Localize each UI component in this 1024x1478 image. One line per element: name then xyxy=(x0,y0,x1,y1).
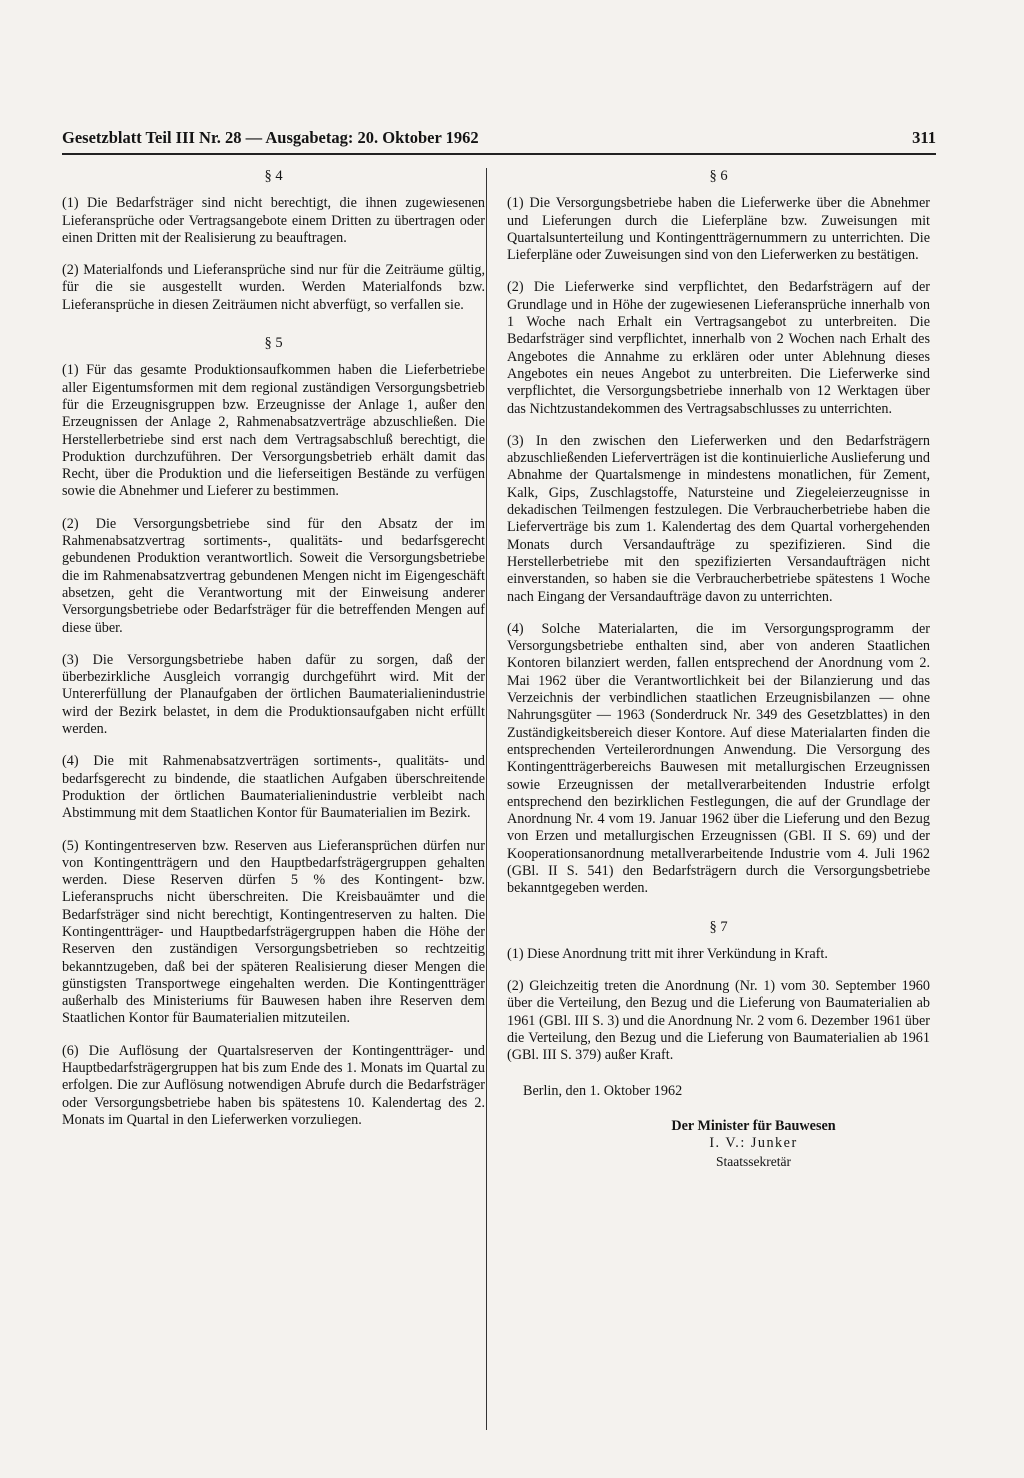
section-heading-7: § 7 xyxy=(709,918,728,935)
paragraph-5-1: (1) Für das gesamte Produktionsaufkommen haben die Lieferbetriebe aller Eigentumsformen mit dem regional zuständigen Versorgungsbetrieb für die Erzeugnisgruppen bzw. Erzeugnisse der Anlage 1, außer den Erzeugnissen der Anlage 2, Rahmenabsatzverträge abzuschließen. Die Herstellerbetriebe sind erst nach dem Vertragsabschluß berechtigt, die Produktion durchzuführen. Der Versorgungsbetrieb erhält damit das Recht, über die Produktion und die lieferseitigen Bestände zu verfügen sowie die Abnehmer und Lieferer zu bestimmen. xyxy=(62,362,485,500)
paragraph-5-2: (2) Die Versorgungsbetriebe sind für den Absatz der im Rahmenabsatzvertrag sortiments-, qualitäts- und bedarfsgerecht gebundenen Produktion verantwortlich. Soweit die Versorgungsbetriebe die im Rahmenabsatzvertrag gebundenen Mengen nicht im Eigengeschäft absetzen, geht die Verantwortung mit der Einweisung anderer Versorgungsbetriebe oder Bedarfsträger für die betreffenden Mengen auf diese über. xyxy=(62,515,485,636)
paragraph-5-4: (4) Die mit Rahmenabsatzverträgen sortiments-, qualitäts- und bedarfsgerecht zu bindende, die staatlichen Aufgaben überschreitende Produktion der örtlichen Baumaterialienindustrie verbleibt nach Abstimmung mit dem Staatlichen Kontor für Baumaterialien im Bezirk. xyxy=(62,753,485,822)
signature-title: Staatssekretär xyxy=(716,1153,791,1169)
paragraph-5-5: (5) Kontingentreserven bzw. Reserven aus Lieferansprüchen dürfen nur von Kontingentträgern und den Hauptbedarfsträgergruppen gehalten werden. Diese Reserven dürfen 5 % des Kontingent- bzw. Lieferanspruchs nicht überschreiten. Die Kreisbauämter und die Bedarfsträger sind nicht berechtigt, Kontingentreserven zu halten. Die Kontingentträger- und Hauptbedarfsträgergruppen haben die Höhe der Reserven den zuständigen Versorgungsbetrieben so rechtzeitig bekanntzugeben, daß bei der späteren Realisierung dieser Mengen die günstigsten Transportwege eingehalten werden. Die Kontingentträger außerhalb des Ministeriums für Bauwesen haben ihre Reserven dem Staatlichen Kontor für Baumaterialien mitzuteilen. xyxy=(62,837,485,1027)
paragraph-5-6: (6) Die Auflösung der Quartalsreserven der Kontingentträger- und Hauptbedarfsträgergruppen hat bis zum Ende des 1. Monats im Quartal zu erfolgen. Die zur Auflösung notwendigen Abrufe durch die Bedarfsträger oder Versorgungsbetriebe haben bis spätestens 10. Kalendertag des 2. Monats im Quartal in den Lieferwerken vorzuliegen. xyxy=(62,1042,485,1128)
paragraph-6-3: (3) In den zwischen den Lieferwerken und den Bedarfsträgern abzuschließenden Lieferverträgen ist die kontinuierliche Auslieferung und Abnahme der Quartalsmenge in mindestens monatlichen, für Zement, Kalk, Gips, Zuschlagstoffe, Natursteine und Ziegeleierzeugnisse in dekadischen Teilmengen festzulegen. Die Verbraucherbetriebe haben die Lieferverträge bis zum 1. Kalendertag des dem Quartal vorhergehenden Monats durch Versandaufträge zu spezifizieren. Sind die Herstellerbetriebe mit den spezifizierten Versandaufträgen nicht einverstanden, so haben sie die Verbraucherbetriebe spätestens 1 Woche nach Eingang der Versandaufträge davon zu unterrichten. xyxy=(507,432,930,605)
signature-name: I. V.: Junker xyxy=(709,1135,798,1152)
column-divider xyxy=(486,168,487,1430)
signature-minister: Der Minister für Bauwesen xyxy=(671,1117,836,1134)
section-heading-5: § 5 xyxy=(264,335,283,352)
right-column xyxy=(507,168,930,1170)
paragraph-5-3: (3) Die Versorgungsbetriebe haben dafür zu sorgen, daß der überbezirkliche Ausgleich vorrangig durchgeführt wird. Mit der Untererfüllung der Planaufgaben der örtlichen Baumaterialienindustrie wird der Bezirk belastet, in dem die Produktionsaufgaben nicht erfüllt werden. xyxy=(62,651,485,738)
page-number: 311 xyxy=(912,128,936,147)
paragraph-6-1: (1) Die Versorgungsbetriebe haben die Lieferwerke über die Abnehmer und Lieferungen durch die Lieferpläne bzw. Zuweisungen mit Quartalsunterteilung und Kontingentträgernummern zu unterrichten. Die Lieferpläne oder Zuweisungen sind von den Lieferwerken zu bestätigen. xyxy=(507,195,930,264)
paragraph-7-1: (1) Diese Anordnung tritt mit ihrer Verkündung in Kraft. xyxy=(507,945,828,962)
place-date: Berlin, den 1. Oktober 1962 xyxy=(523,1082,683,1099)
paragraph-6-2: (2) Die Lieferwerke sind verpflichtet, den Bedarfsträgern auf der Grundlage und in Höhe der zugewiesenen Lieferansprüche innerhalb von 1 Woche nach Erhalt ein Vertragsangebot zu unterbreiten. Die Bedarfsträger sind verpflichtet, innerhalb von 2 Wochen nach Erhalt des Angebotes die Annahme zu erklären oder unter Ablehnung dieses Angebotes ein neues Angebot zu unterbreiten. Die Lieferwerke sind verpflichtet, die Versorgungsbetriebe innerhalb von 12 Werktagen über das Nichtzustandekommen des Vertragsabschlusses zu unterrichten. xyxy=(507,279,930,417)
page-header xyxy=(62,128,936,148)
section-heading-4: § 4 xyxy=(264,168,283,184)
header-rule xyxy=(62,153,936,155)
left-column xyxy=(62,168,485,1144)
section-heading-6: § 6 xyxy=(709,168,728,184)
paragraph-7-2: (2) Gleichzeitig treten die Anordnung (Nr. 1) vom 30. September 1960 über die Verteilung, den Bezug und die Lieferung von Baumaterialien ab 1961 (GBl. III S. 3) und die Anordnung Nr. 2 vom 6. Dezember 1961 über die Verteilung, den Bezug und die Lieferung von Baumaterialien ab 1961 (GBl. III S. 379) außer Kraft. xyxy=(507,978,930,1064)
paragraph-6-4: (4) Solche Materialarten, die im Versorgungsprogramm der Versorgungsbetriebe enthalten sind, aber von anderen Staatlichen Kontoren bilanziert werden, fallen entsprechend der Anordnung vom 2. Mai 1962 über die Verantwortlichkeit bei der Bilanzierung und das Verzeichnis der verbindlichen staatlichen Erzeugnisbilanzen — ohne Nahrungsgüter — 1963 (Sonderdruck Nr. 349 des Gesetzblattes) in den Zuständigkeitsbereich dieser Kontore. Auf diese Materialarten finden die entsprechenden Verteilerordnungen Anwendung. Die Versorgung des Kontingentträgerbereichs Bauwesen mit metallurgischen Erzeugnissen sowie Erzeugnissen der metallverarbeitenden Industrie erfolgt entsprechend den bezirklichen Festlegungen, die auf der Grundlage der Anordnung Nr. 4 vom 19. Januar 1962 über die Lieferung und den Bezug von Erzen und metallurgischen Erzeugnissen (GBl. II S. 69) und der Kooperationsanordnung metallverarbeitende Industrie vom 4. Juli 1962 (GBl. II S. 541) den Bedarfsträgern durch die Versorgungsbetriebe bekanntgegeben werden. xyxy=(507,620,930,897)
header-title: Gesetzblatt Teil III Nr. 28 — Ausgabetag: 20. Oktober 1962 xyxy=(62,128,479,147)
paragraph-4-1: (1) Die Bedarfsträger sind nicht berechtigt, die ihnen zugewiesenen Lieferansprüche oder Vertragsangebote einem Dritten zu übertragen oder einen Dritten mit der Realisierung zu beauftragen. xyxy=(62,195,485,246)
paragraph-4-2: (2) Materialfonds und Lieferansprüche sind nur für die Zeiträume gültig, für die sie ausgestellt wurden. Werden Materialfonds bzw. Lieferansprüche in diesen Zeiträumen nicht abverfügt, so verfallen sie. xyxy=(62,262,485,313)
